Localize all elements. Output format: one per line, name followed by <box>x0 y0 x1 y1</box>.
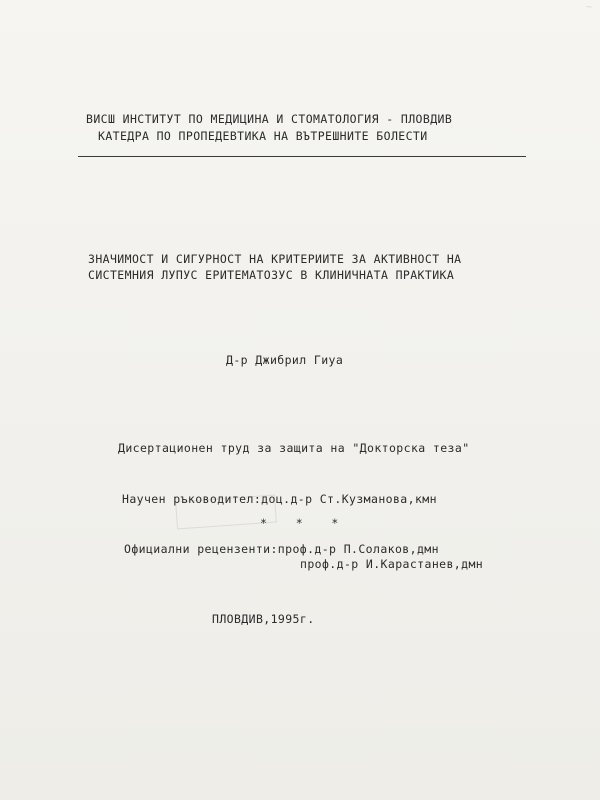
header-divider <box>78 156 526 157</box>
institute-name: ВИСШ ИНСТИТУТ ПО МЕДИЦИНА И СТОМАТОЛОГИЯ - ПЛОВДИВ <box>86 112 453 126</box>
corner-mark: ~ <box>585 2 592 13</box>
dissertation-title-line-1: ЗНАЧИМОСТ И СИГУРНОСТ НА КРИТЕРИИТЕ ЗА АКТИВНОСТ НА <box>88 252 462 266</box>
supervisor: Научен ръководител:доц.д-р Ст.Кузманова,кмн <box>122 492 437 506</box>
reviewers-line-1: Официални рецензенти:проф.д-р П.Солаков,дмн <box>124 542 439 556</box>
reviewers-line-2: проф.д-р И.Карастанев,дмн <box>300 557 484 571</box>
department-name: КАТЕДРА ПО ПРОПЕДЕВТИКА НА ВЪТРЕШНИТЕ БОЛЕСТИ <box>98 129 428 143</box>
thesis-type: Дисертационен труд за защита на "Докторска теза" <box>118 441 470 455</box>
dissertation-title-line-2: СИСТЕМНИЯ ЛУПУС ЕРИТЕМАТОЗУС В КЛИНИЧНАТА ПРАКТИКА <box>88 268 455 282</box>
section-separator: * * * <box>260 516 341 530</box>
author-name: Д-р Джибрил Гиуа <box>226 353 344 367</box>
city-year: ПЛОВДИВ,1995г. <box>212 612 315 626</box>
